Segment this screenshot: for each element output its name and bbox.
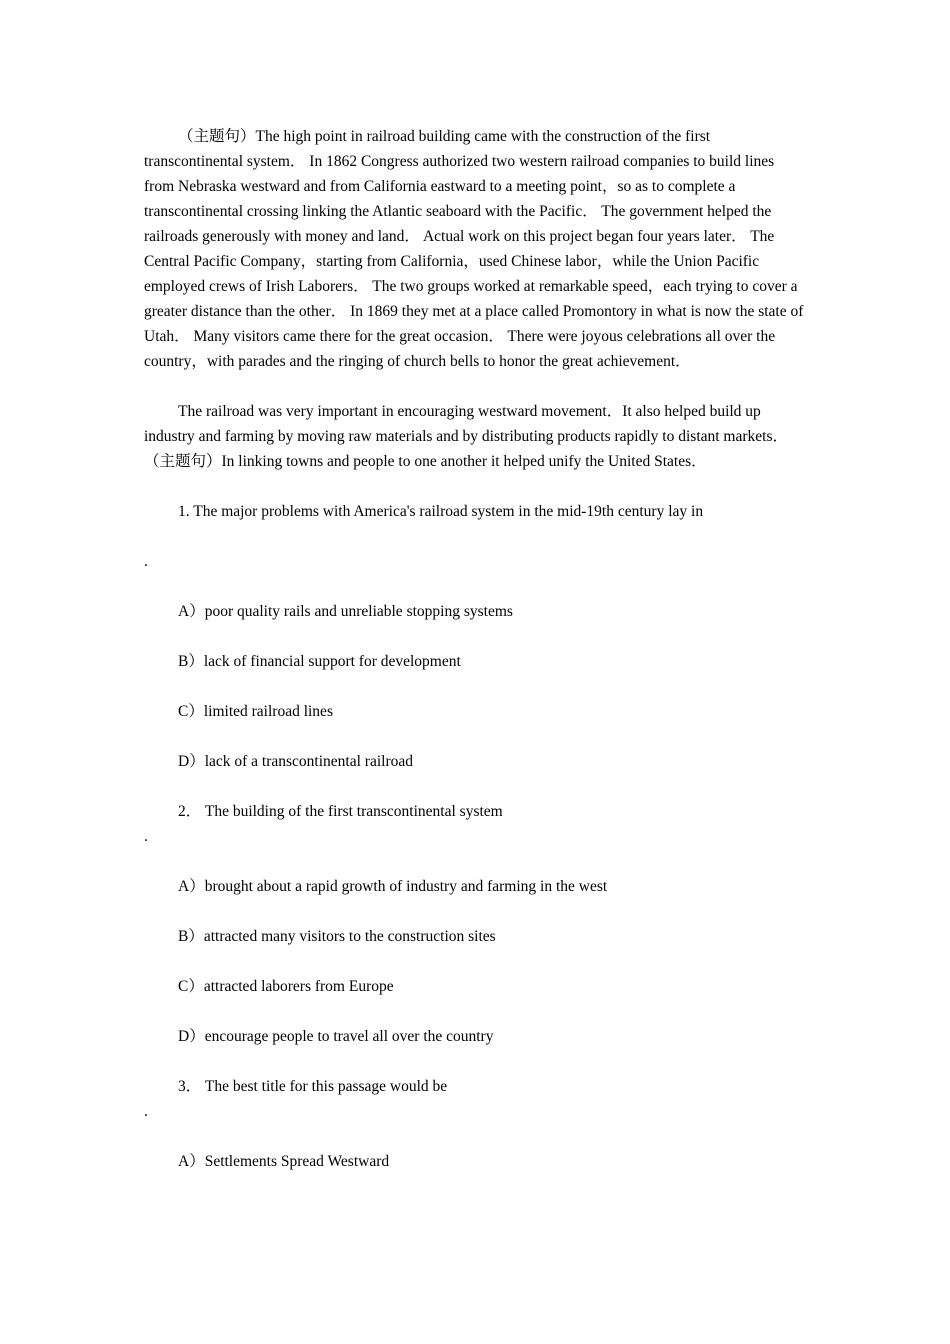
question-2 bbox=[144, 799, 806, 1074]
question-stem: 2． The building of the first transcontinental system bbox=[178, 803, 503, 820]
answer-blank: . bbox=[144, 828, 148, 845]
question-3 bbox=[144, 1074, 806, 1174]
option-d: D）lack of a transcontinental railroad bbox=[178, 753, 413, 770]
spacer bbox=[144, 724, 806, 749]
spacer bbox=[144, 674, 806, 699]
passage-paragraph-1: （主题句）The high point in railroad building came with the construction of the first transcontinental system． In 1862 Congress authorized two western railroad companies to build lines from Nebraska westward and from California eastward to a meeting point，so as to complete a transcontinental crossing linking the Atlantic seaboard with the Pacific． The government helped the railroads generously with money and land． Actual work on this project began four years later． The Central Pacific Company，starting from California，used Chinese labor，while the Union Pacific employed crews of Irish Laborers． The two groups worked at remarkable speed，each trying to cover a greater distance than the other． In 1869 they met at a place called Promontory in what is now the state of Utah． Many visitors came there for the great occasion． There were joyous celebrations all over the country，with parades and the ringing of church bells to honor the great achievement． bbox=[144, 128, 804, 370]
question-1 bbox=[144, 499, 806, 799]
spacer bbox=[144, 624, 806, 649]
document-page bbox=[144, 124, 806, 1174]
spacer bbox=[144, 999, 806, 1024]
spacer bbox=[144, 849, 806, 874]
answer-blank: . bbox=[144, 553, 148, 570]
question-stem: 1. The major problems with America's railroad system in the mid-19th century lay in bbox=[178, 503, 704, 520]
option-a: A）Settlements Spread Westward bbox=[178, 1153, 390, 1170]
option-c: C）limited railroad lines bbox=[178, 703, 333, 720]
answer-blank: . bbox=[144, 1103, 148, 1120]
option-a: A）brought about a rapid growth of industry and farming in the west bbox=[178, 878, 608, 895]
passage-paragraph-2: The railroad was very important in encouraging westward movement．It also helped build up industry and farming by moving raw materials and by distributing products rapidly to distant markets．（主题句）In linking towns and people to one another it helped unify the United States． bbox=[144, 403, 788, 470]
blank-line-spacer bbox=[144, 524, 806, 549]
spacer bbox=[144, 1049, 806, 1074]
option-b: B）lack of financial support for development bbox=[178, 653, 461, 670]
option-c: C）attracted laborers from Europe bbox=[178, 978, 394, 995]
spacer bbox=[144, 574, 806, 599]
spacer bbox=[144, 949, 806, 974]
question-stem: 3． The best title for this passage would be bbox=[178, 1078, 448, 1095]
spacer bbox=[144, 899, 806, 924]
spacer bbox=[144, 1124, 806, 1149]
spacer bbox=[144, 774, 806, 799]
option-a: A）poor quality rails and unreliable stopping systems bbox=[178, 603, 513, 620]
option-d: D）encourage people to travel all over the country bbox=[178, 1028, 494, 1045]
option-b: B）attracted many visitors to the construction sites bbox=[178, 928, 496, 945]
